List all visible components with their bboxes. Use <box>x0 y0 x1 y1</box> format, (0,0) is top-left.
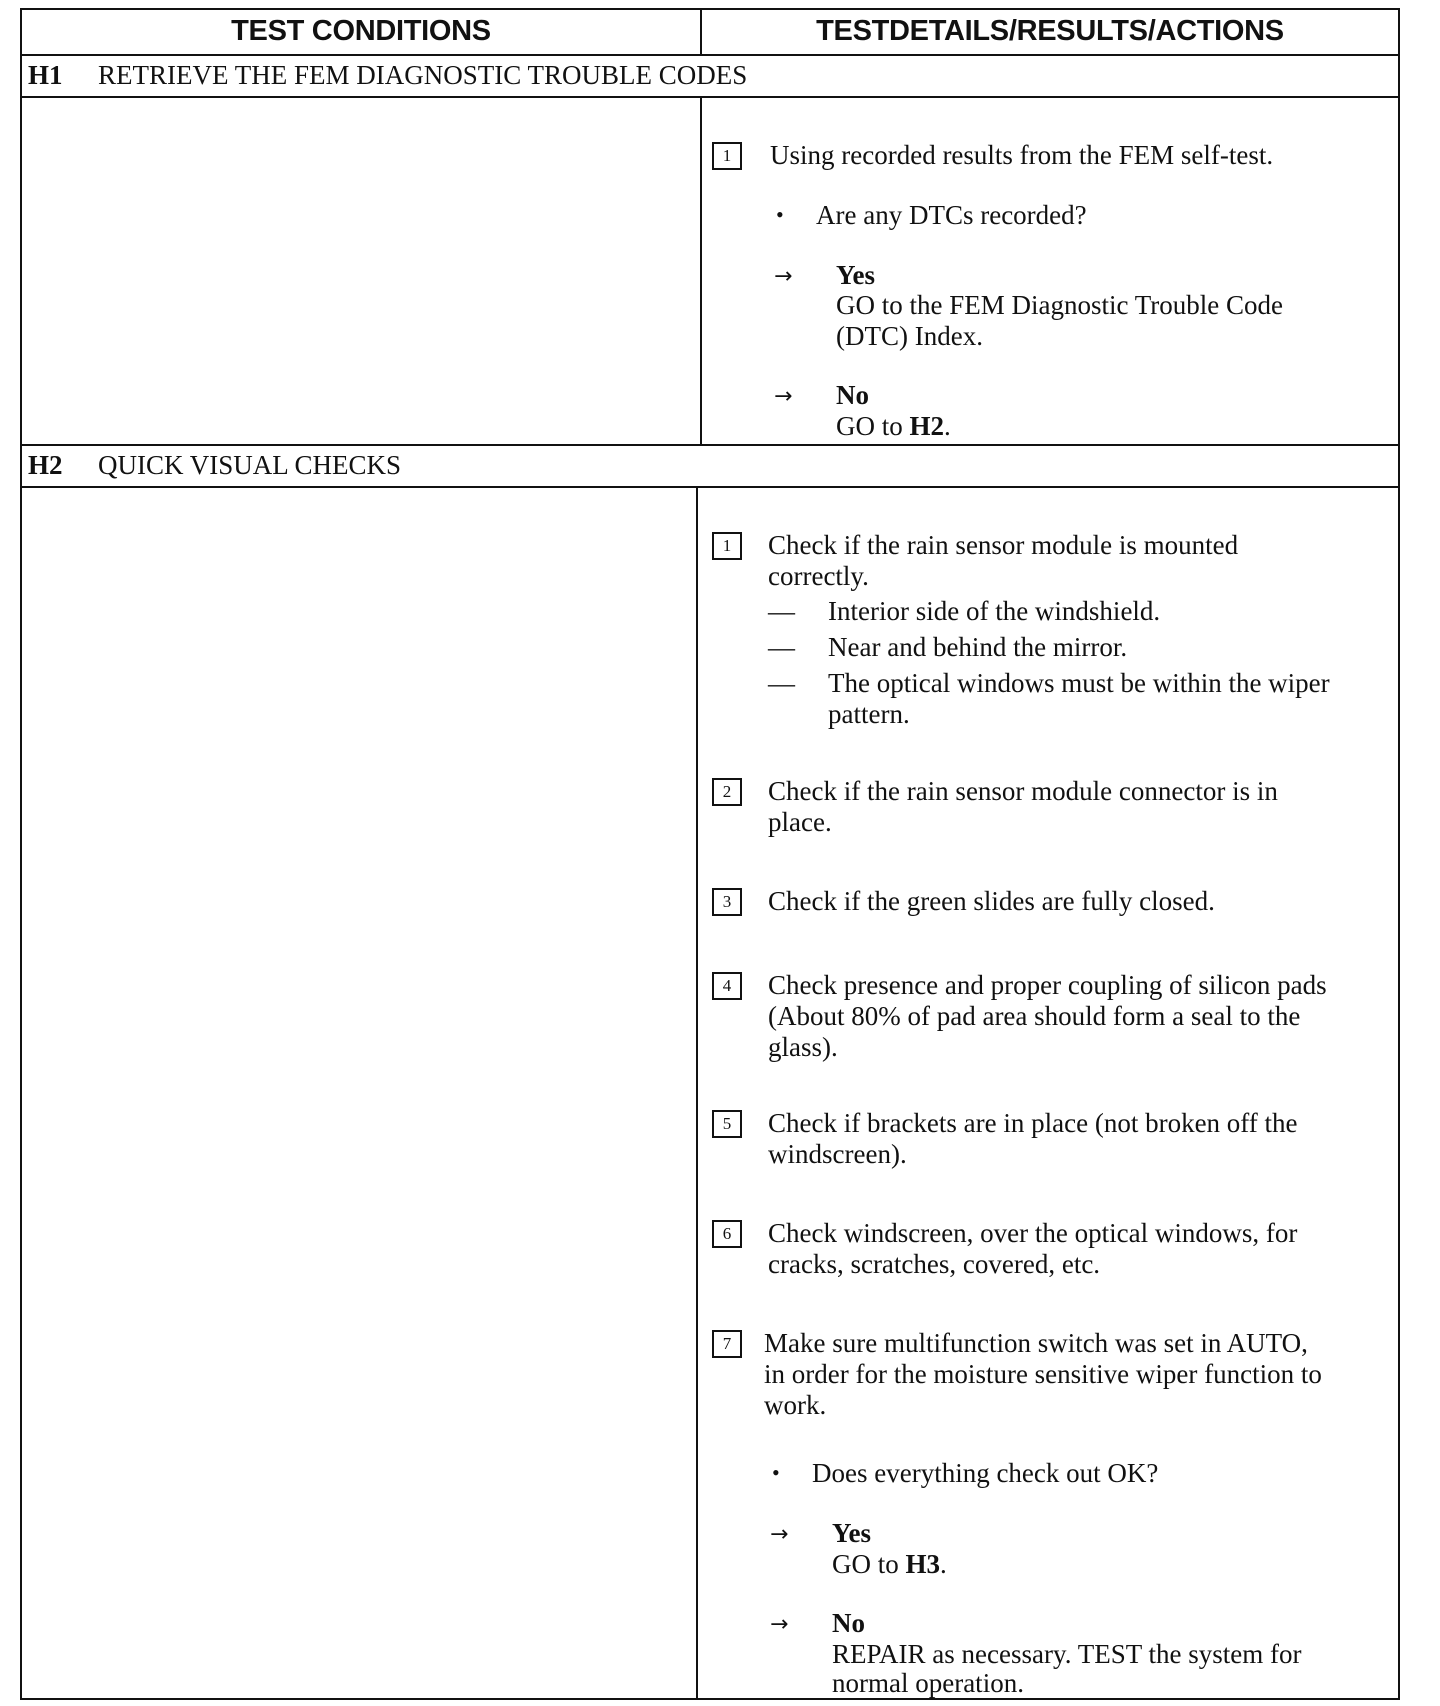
h2-step-4-line3: glass). <box>768 1032 838 1062</box>
h2-title-divider <box>20 486 1400 488</box>
h2-step-7-line3: work. <box>764 1390 827 1420</box>
h2-step-7-number: 7 <box>712 1330 742 1358</box>
table-right-border <box>1398 8 1400 1700</box>
h1-no-prefix: GO to <box>836 411 910 441</box>
h1-yes-arrow: → <box>774 264 793 289</box>
h2-no-line1: REPAIR as necessary. TEST the system for <box>832 1639 1302 1669</box>
h2-step-5-number: 5 <box>712 1110 742 1138</box>
h1-column-divider <box>700 96 702 446</box>
h2-sub-1-line1: Interior side of the windshield. <box>828 596 1161 626</box>
h2-step-4-line1: Check presence and proper coupling of silicon pads <box>768 970 1327 1000</box>
h1-yes-label: Yes <box>836 260 875 290</box>
h2-step-6-number: 6 <box>712 1220 742 1248</box>
h2-yes-prefix: GO to <box>832 1549 906 1579</box>
h1-title: RETRIEVE THE FEM DIAGNOSTIC TROUBLE CODES <box>98 60 748 90</box>
h2-title: QUICK VISUAL CHECKS <box>98 450 402 480</box>
h2-step-3-line1: Check if the green slides are fully closed. <box>768 886 1215 916</box>
h2-no-line2: normal operation. <box>832 1668 1024 1698</box>
h1-section-divider <box>20 444 1400 446</box>
h2-step-4-number: 4 <box>712 972 742 1000</box>
h2-sub-1-dash: — <box>768 596 795 626</box>
h1-id: H1 <box>28 60 63 90</box>
h2-no-label: No <box>832 1608 865 1638</box>
h1-no-action <box>836 411 951 442</box>
h1-question-bullet: • <box>776 202 784 227</box>
h1-no-label: No <box>836 380 869 410</box>
h1-step-number: 1 <box>712 142 742 170</box>
h2-column-divider <box>696 486 698 1700</box>
h1-title-divider <box>20 96 1400 98</box>
h2-sub-3-dash: — <box>768 668 795 698</box>
h2-section-title <box>28 450 401 481</box>
h1-no-arrow: → <box>774 384 793 409</box>
h2-question-bullet: • <box>772 1460 780 1485</box>
h2-step-2-number: 2 <box>712 778 742 806</box>
h2-question: Does everything check out OK? <box>812 1458 1159 1488</box>
h2-step-2-line2: place. <box>768 807 832 837</box>
h1-section-title <box>28 60 747 91</box>
h1-yes-line1: GO to the FEM Diagnostic Trouble Code <box>836 290 1284 320</box>
h2-step-1-line1: Check if the rain sensor module is mounted <box>768 530 1239 560</box>
h2-step-5-line2: windscreen). <box>768 1139 907 1169</box>
header-test-conditions: TEST CONDITIONS <box>231 14 491 47</box>
h2-step-7-line1: Make sure multifunction switch was set in AUTO, <box>764 1328 1308 1358</box>
h2-id: H2 <box>28 450 63 480</box>
h2-yes-action <box>832 1549 947 1580</box>
h2-step-4-line2: (About 80% of pad area should form a seal to the <box>768 1001 1301 1031</box>
h1-step-text: Using recorded results from the FEM self-test. <box>770 140 1274 170</box>
h2-yes-arrow: → <box>770 1522 789 1547</box>
h2-sub-2-line1: Near and behind the mirror. <box>828 632 1128 662</box>
h1-no-suffix: . <box>944 411 951 441</box>
h2-sub-2-dash: — <box>768 632 795 662</box>
table-left-border <box>20 8 22 1700</box>
h2-step-7-line2: in order for the moisture sensitive wiper function to <box>764 1359 1322 1389</box>
h1-yes-line2: (DTC) Index. <box>836 321 983 351</box>
h2-step-2-line1: Check if the rain sensor module connector is in <box>768 776 1278 806</box>
h2-yes-suffix: . <box>940 1549 947 1579</box>
h2-no-arrow: → <box>770 1612 789 1637</box>
header-test-details: TESTDETAILS/RESULTS/ACTIONS <box>816 14 1284 47</box>
h2-yes-target: H3 <box>905 1549 941 1579</box>
h2-yes-label: Yes <box>832 1518 871 1548</box>
h2-sub-3-line1: The optical windows must be within the wiper <box>828 668 1330 698</box>
h1-question: Are any DTCs recorded? <box>816 200 1087 230</box>
h2-step-6-line1: Check windscreen, over the optical windows, for <box>768 1218 1298 1248</box>
h2-step-5-line1: Check if brackets are in place (not broken off the <box>768 1108 1298 1138</box>
h2-sub-3-line2: pattern. <box>828 699 910 729</box>
h2-step-3-number: 3 <box>712 888 742 916</box>
h2-step-1-number: 1 <box>712 532 742 560</box>
h2-step-1-line2: correctly. <box>768 561 869 591</box>
h2-step-6-line2: cracks, scratches, covered, etc. <box>768 1249 1101 1279</box>
header-divider <box>20 54 1400 56</box>
h1-no-target: H2 <box>909 411 945 441</box>
table-bottom-border <box>20 1698 1400 1700</box>
